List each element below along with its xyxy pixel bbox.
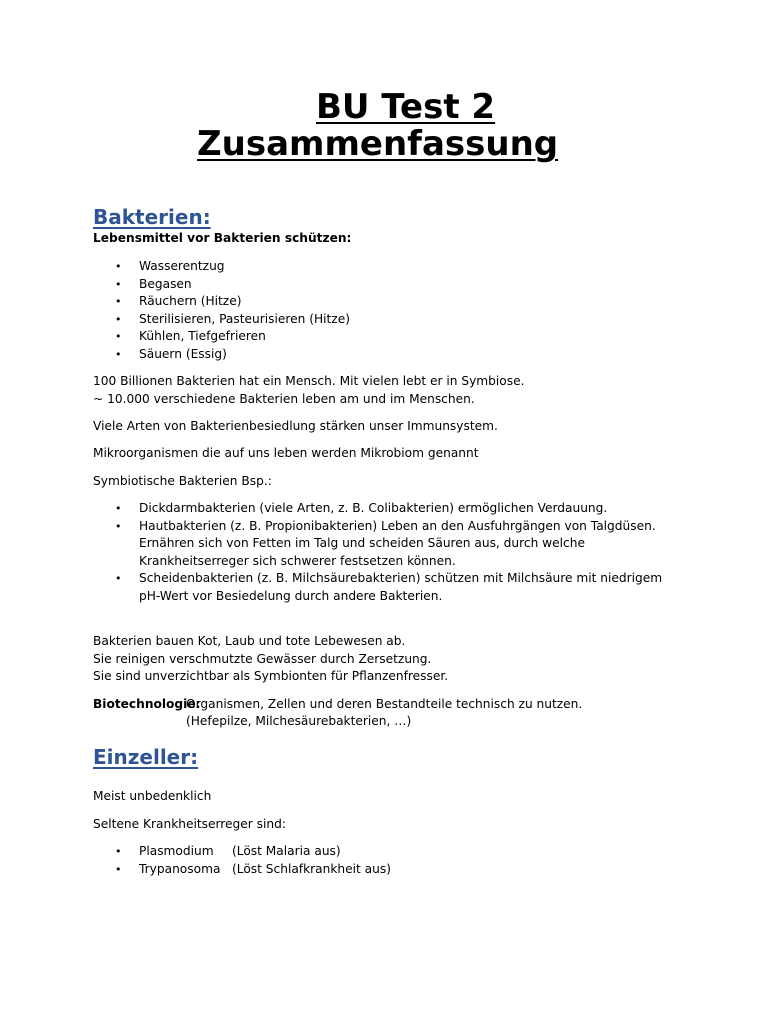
- list-item: • Trypanosoma (Löst Schlafkrankheit aus): [93, 861, 391, 879]
- paragraph-abbau-3: Sie sind unverzichtbar als Symbionten für Pflanzenfresser.: [93, 669, 449, 683]
- biotech-line-2: (Hefepilze, Milchesäurebakterien, …): [186, 714, 412, 728]
- list-item: • Kühlen, Tiefgefrieren: [93, 328, 350, 346]
- list-item: • Räuchern (Hitze): [93, 293, 350, 311]
- list-item: • Sterilisieren, Pasteurisieren (Hitze): [93, 311, 350, 329]
- biotech-line-1: Organismen, Zellen und deren Bestandteile technisch zu nutzen.: [186, 697, 583, 711]
- list-item: • Wasserentzug: [93, 258, 350, 276]
- bullet-icon: •: [115, 502, 122, 515]
- paragraph-billionen-2: ~ 10.000 verschiedene Bakterien leben am und im Menschen.: [93, 392, 475, 406]
- bullet-icon: •: [115, 572, 122, 586]
- bullet-icon: •: [115, 312, 122, 326]
- heading-bakterien: Bakterien:: [93, 205, 211, 229]
- list-item: • Plasmodium (Löst Malaria aus): [93, 843, 391, 861]
- title-line-1: BU Test 2: [316, 87, 496, 127]
- list-item: • Begasen: [93, 276, 350, 294]
- list-item: • Säuern (Essig): [93, 346, 350, 364]
- paragraph-abbau-1: Bakterien bauen Kot, Laub und tote Lebewesen ab.: [93, 634, 406, 648]
- list-item: • Hautbakterien (z. B. Propionibakterien) Leben an den Ausfuhrgängen von Talgdüsen. Ernähren sich von Fetten im Talg und scheiden Säuren aus, durch welche Krankheitserreger sich schwerer festsetzen können.: [115, 518, 656, 568]
- list-item: • Scheidenbakterien (z. B. Milchsäurebakterien) schützen mit Milchsäure mit niedrigem pH-Wert vor Besiedelung durch andere Bakterien.: [115, 571, 663, 603]
- paragraph-krankheitserreger: Seltene Krankheitserreger sind:: [93, 817, 286, 831]
- paragraph-unbedenklich: Meist unbedenklich: [93, 789, 212, 803]
- symbiotic-list: [93, 500, 669, 606]
- paragraph-symbiotisch: Symbiotische Bakterien Bsp.:: [93, 474, 272, 488]
- title-line-2: Zusammenfassung: [197, 124, 559, 164]
- bullet-icon: •: [115, 295, 122, 309]
- einzeller-list: [93, 843, 391, 878]
- list-item: • Dickdarmbakterien (viele Arten, z. B. Colibakterien) ermöglichen Verdauung.: [93, 500, 669, 518]
- schutz-list: [93, 258, 350, 364]
- bullet-icon: •: [115, 260, 122, 273]
- paragraph-abbau-2: Sie reinigen verschmutzte Gewässer durch Zersetzung.: [93, 652, 432, 666]
- paragraph-mikrobiom: Mikroorganismen die auf uns leben werden Mikrobiom genannt: [93, 446, 479, 460]
- subheading-lebensmittel: Lebensmittel vor Bakterien schützen:: [93, 231, 352, 245]
- bullet-icon: •: [115, 845, 122, 858]
- bullet-icon: •: [115, 330, 122, 344]
- bullet-icon: •: [115, 862, 122, 876]
- bullet-icon: •: [115, 277, 122, 291]
- paragraph-billionen-1: 100 Billionen Bakterien hat ein Mensch. Mit vielen lebt er in Symbiose.: [93, 374, 525, 388]
- bullet-icon: •: [115, 519, 122, 533]
- heading-einzeller: Einzeller:: [93, 745, 199, 769]
- paragraph-immunsystem: Viele Arten von Bakterienbesiedlung stärken unser Immunsystem.: [93, 419, 498, 433]
- biotech-label: Biotechnologie:: [93, 697, 201, 711]
- bullet-icon: •: [115, 347, 122, 361]
